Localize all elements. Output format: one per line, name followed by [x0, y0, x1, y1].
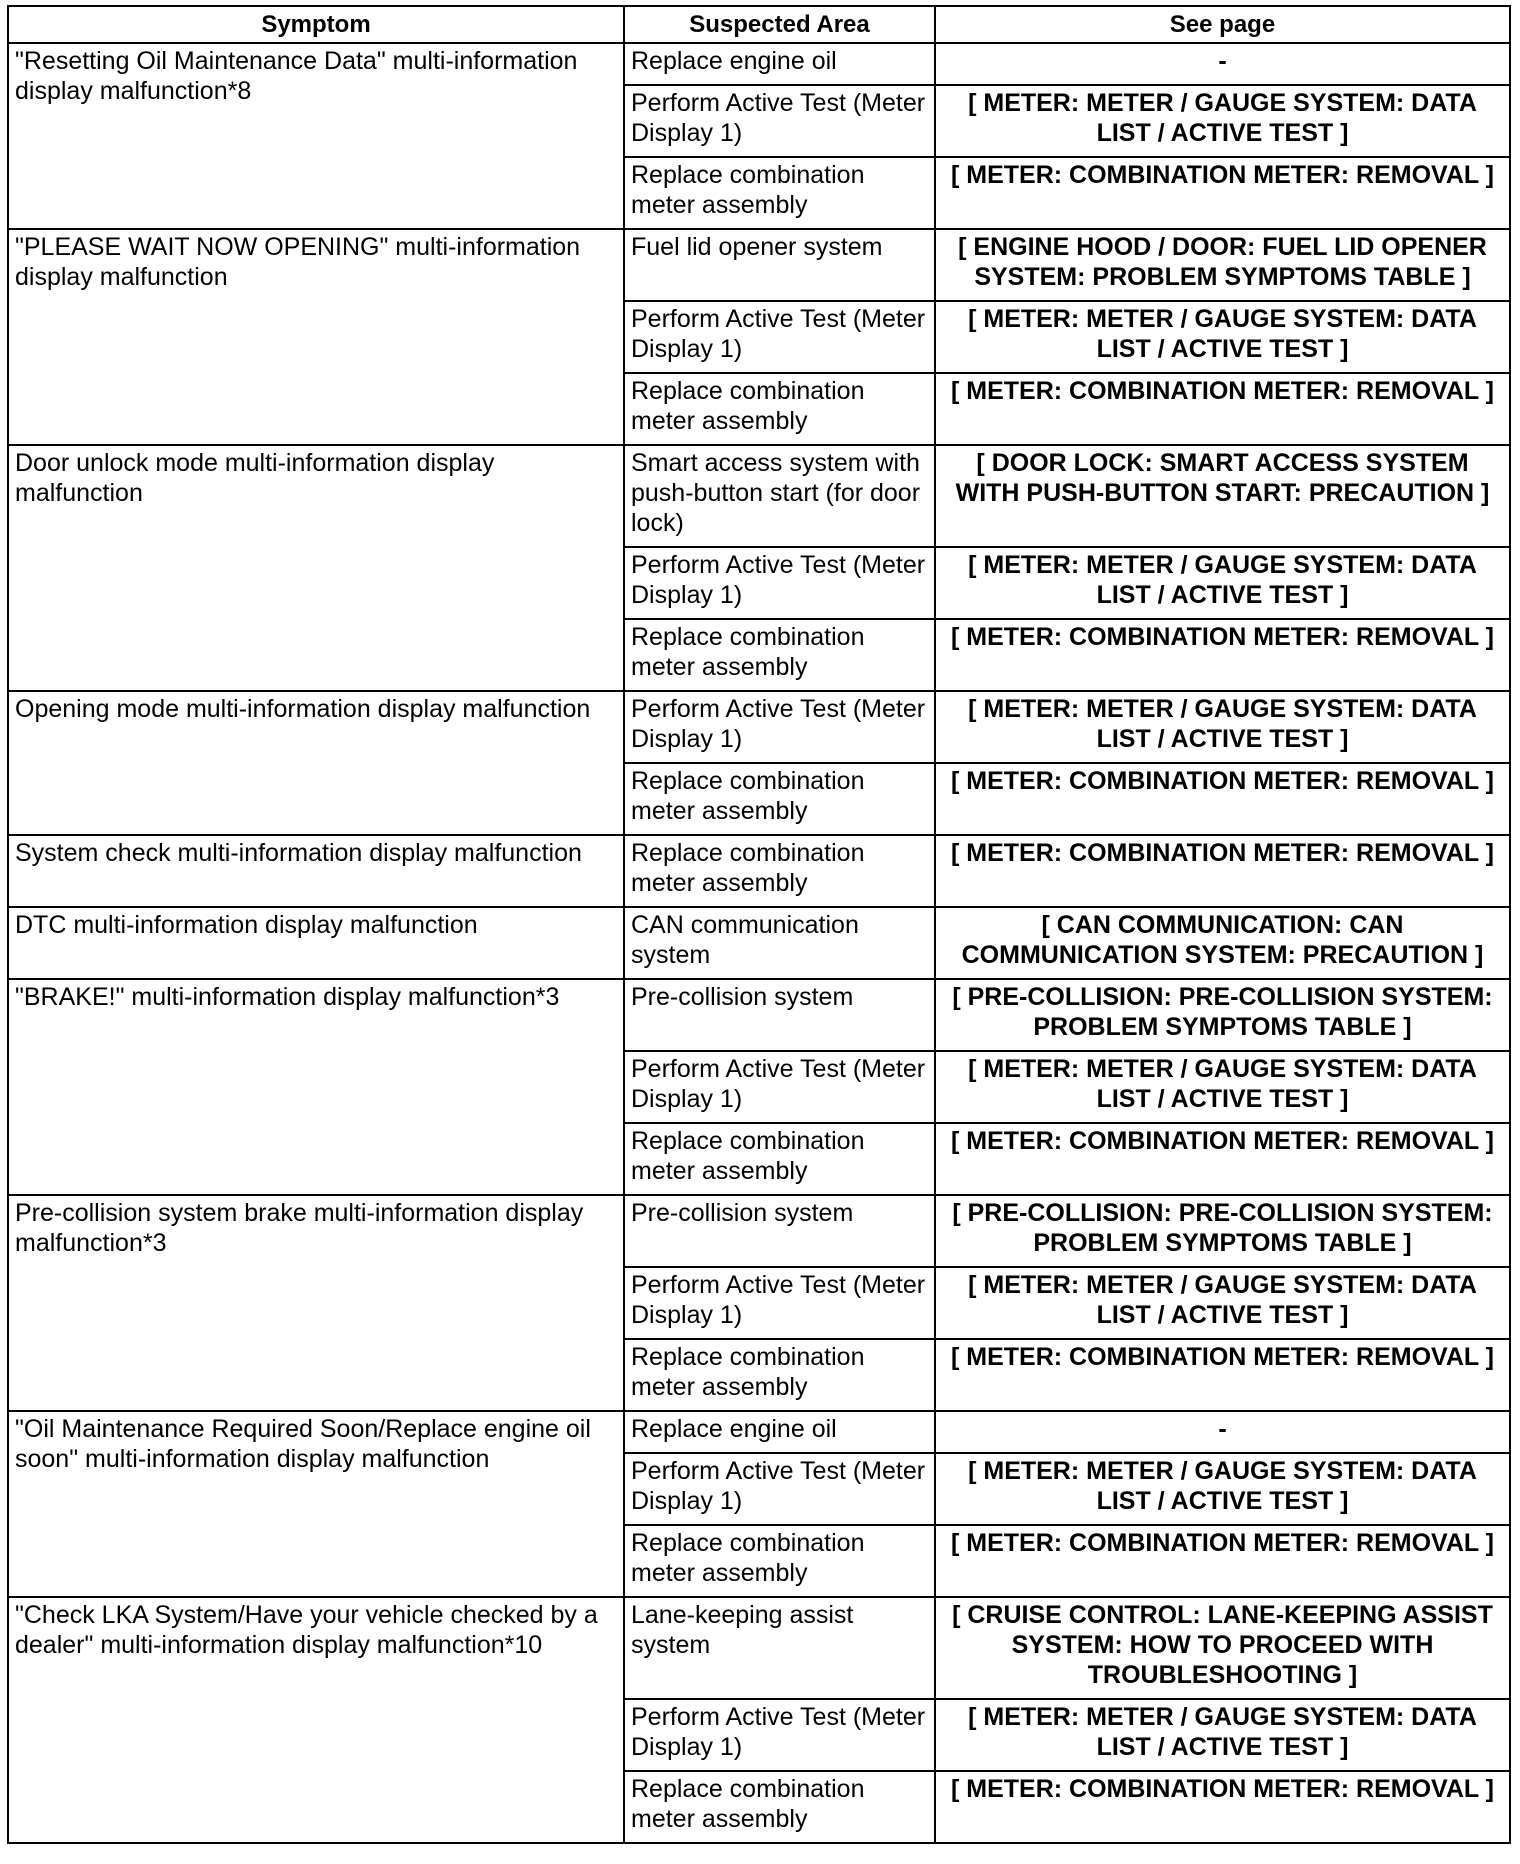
table-row: [8, 979, 1510, 1051]
see-page-link[interactable]: [ PRE-COLLISION: PRE-COLLISION SYSTEM: PROBLEM SYMPTOMS TABLE ]: [935, 1195, 1510, 1267]
suspected-area-cell: Replace combination meter assembly: [624, 373, 935, 445]
table-row: [8, 229, 1510, 301]
see-page-cell: [935, 43, 1510, 85]
header-symptom: Symptom: [8, 6, 624, 43]
see-page-link[interactable]: [ CAN COMMUNICATION: CAN COMMUNICATION SYSTEM: PRECAUTION ]: [935, 907, 1510, 979]
header-see-page: See page: [935, 6, 1510, 43]
see-page-link[interactable]: [ METER: METER / GAUGE SYSTEM: DATA LIST / ACTIVE TEST ]: [935, 1051, 1510, 1123]
table-row: [8, 43, 1510, 85]
table-row: [8, 907, 1510, 979]
see-page-link[interactable]: [ METER: COMBINATION METER: REMOVAL ]: [935, 763, 1510, 835]
suspected-area-cell: Perform Active Test (Meter Display 1): [624, 1267, 935, 1339]
suspected-area-cell: Replace combination meter assembly: [624, 1339, 935, 1411]
suspected-area-cell: CAN communication system: [624, 907, 935, 979]
suspected-area-cell: Smart access system with push-button start (for door lock): [624, 445, 935, 547]
suspected-area-cell: Replace combination meter assembly: [624, 763, 935, 835]
symptom-cell: "BRAKE!" multi-information display malfunction*3: [8, 979, 624, 1195]
see-page-link[interactable]: [ DOOR LOCK: SMART ACCESS SYSTEM WITH PUSH-BUTTON START: PRECAUTION ]: [935, 445, 1510, 547]
suspected-area-cell: Perform Active Test (Meter Display 1): [624, 547, 935, 619]
symptom-cell: "Oil Maintenance Required Soon/Replace engine oil soon" multi-information display malfunction: [8, 1411, 624, 1597]
suspected-area-cell: Replace combination meter assembly: [624, 1123, 935, 1195]
symptom-cell: "Check LKA System/Have your vehicle checked by a dealer" multi-information display malfunction*10: [8, 1597, 624, 1843]
suspected-area-cell: Perform Active Test (Meter Display 1): [624, 1051, 935, 1123]
table-row: [8, 1597, 1510, 1699]
see-page-link[interactable]: [ METER: COMBINATION METER: REMOVAL ]: [935, 373, 1510, 445]
suspected-area-cell: Replace combination meter assembly: [624, 157, 935, 229]
see-page-link[interactable]: [ METER: COMBINATION METER: REMOVAL ]: [935, 157, 1510, 229]
table-row: [8, 691, 1510, 763]
see-page-link[interactable]: [ METER: METER / GAUGE SYSTEM: DATA LIST / ACTIVE TEST ]: [935, 691, 1510, 763]
see-page-text: -: [1218, 47, 1227, 75]
symptom-cell: Opening mode multi-information display malfunction: [8, 691, 624, 835]
see-page-link[interactable]: [ METER: METER / GAUGE SYSTEM: DATA LIST / ACTIVE TEST ]: [935, 85, 1510, 157]
header-suspected-area: Suspected Area: [624, 6, 935, 43]
suspected-area-cell: Replace engine oil: [624, 43, 935, 85]
table-row: [8, 1411, 1510, 1453]
suspected-area-cell: Perform Active Test (Meter Display 1): [624, 301, 935, 373]
suspected-area-cell: Pre-collision system: [624, 979, 935, 1051]
symptom-cell: System check multi-information display malfunction: [8, 835, 624, 907]
suspected-area-cell: Fuel lid opener system: [624, 229, 935, 301]
see-page-link[interactable]: [ METER: COMBINATION METER: REMOVAL ]: [935, 1525, 1510, 1597]
symptom-cell: DTC multi-information display malfunction: [8, 907, 624, 979]
suspected-area-cell: Perform Active Test (Meter Display 1): [624, 1699, 935, 1771]
suspected-area-cell: Replace combination meter assembly: [624, 1771, 935, 1843]
suspected-area-cell: Replace combination meter assembly: [624, 1525, 935, 1597]
see-page-link[interactable]: [ METER: COMBINATION METER: REMOVAL ]: [935, 619, 1510, 691]
see-page-link[interactable]: [ PRE-COLLISION: PRE-COLLISION SYSTEM: PROBLEM SYMPTOMS TABLE ]: [935, 979, 1510, 1051]
suspected-area-cell: Perform Active Test (Meter Display 1): [624, 1453, 935, 1525]
suspected-area-cell: Perform Active Test (Meter Display 1): [624, 691, 935, 763]
table-row: [8, 1195, 1510, 1267]
suspected-area-cell: Replace engine oil: [624, 1411, 935, 1453]
see-page-link[interactable]: [ METER: METER / GAUGE SYSTEM: DATA LIST / ACTIVE TEST ]: [935, 1699, 1510, 1771]
suspected-area-cell: Replace combination meter assembly: [624, 619, 935, 691]
see-page-cell: [935, 1411, 1510, 1453]
suspected-area-cell: Perform Active Test (Meter Display 1): [624, 85, 935, 157]
table-row: [8, 445, 1510, 547]
see-page-link[interactable]: [ METER: METER / GAUGE SYSTEM: DATA LIST / ACTIVE TEST ]: [935, 1267, 1510, 1339]
see-page-text: -: [1218, 1415, 1227, 1443]
see-page-link[interactable]: [ METER: COMBINATION METER: REMOVAL ]: [935, 1339, 1510, 1411]
suspected-area-cell: Replace combination meter assembly: [624, 835, 935, 907]
suspected-area-cell: Lane-keeping assist system: [624, 1597, 935, 1699]
see-page-link[interactable]: [ METER: METER / GAUGE SYSTEM: DATA LIST / ACTIVE TEST ]: [935, 301, 1510, 373]
see-page-link[interactable]: [ METER: METER / GAUGE SYSTEM: DATA LIST / ACTIVE TEST ]: [935, 547, 1510, 619]
problem-symptoms-table: [7, 5, 1511, 1844]
see-page-link[interactable]: [ CRUISE CONTROL: LANE-KEEPING ASSIST SYSTEM: HOW TO PROCEED WITH TROUBLESHOOTING ]: [935, 1597, 1510, 1699]
see-page-link[interactable]: [ METER: COMBINATION METER: REMOVAL ]: [935, 835, 1510, 907]
see-page-link[interactable]: [ METER: COMBINATION METER: REMOVAL ]: [935, 1771, 1510, 1843]
symptom-cell: Pre-collision system brake multi-information display malfunction*3: [8, 1195, 624, 1411]
symptom-cell: "PLEASE WAIT NOW OPENING" multi-information display malfunction: [8, 229, 624, 445]
symptom-cell: Door unlock mode multi-information display malfunction: [8, 445, 624, 691]
symptom-cell: "Resetting Oil Maintenance Data" multi-information display malfunction*8: [8, 43, 624, 229]
suspected-area-cell: Pre-collision system: [624, 1195, 935, 1267]
see-page-link[interactable]: [ METER: COMBINATION METER: REMOVAL ]: [935, 1123, 1510, 1195]
table-row: [8, 835, 1510, 907]
see-page-link[interactable]: [ ENGINE HOOD / DOOR: FUEL LID OPENER SYSTEM: PROBLEM SYMPTOMS TABLE ]: [935, 229, 1510, 301]
see-page-link[interactable]: [ METER: METER / GAUGE SYSTEM: DATA LIST / ACTIVE TEST ]: [935, 1453, 1510, 1525]
header-row: [8, 6, 1510, 43]
